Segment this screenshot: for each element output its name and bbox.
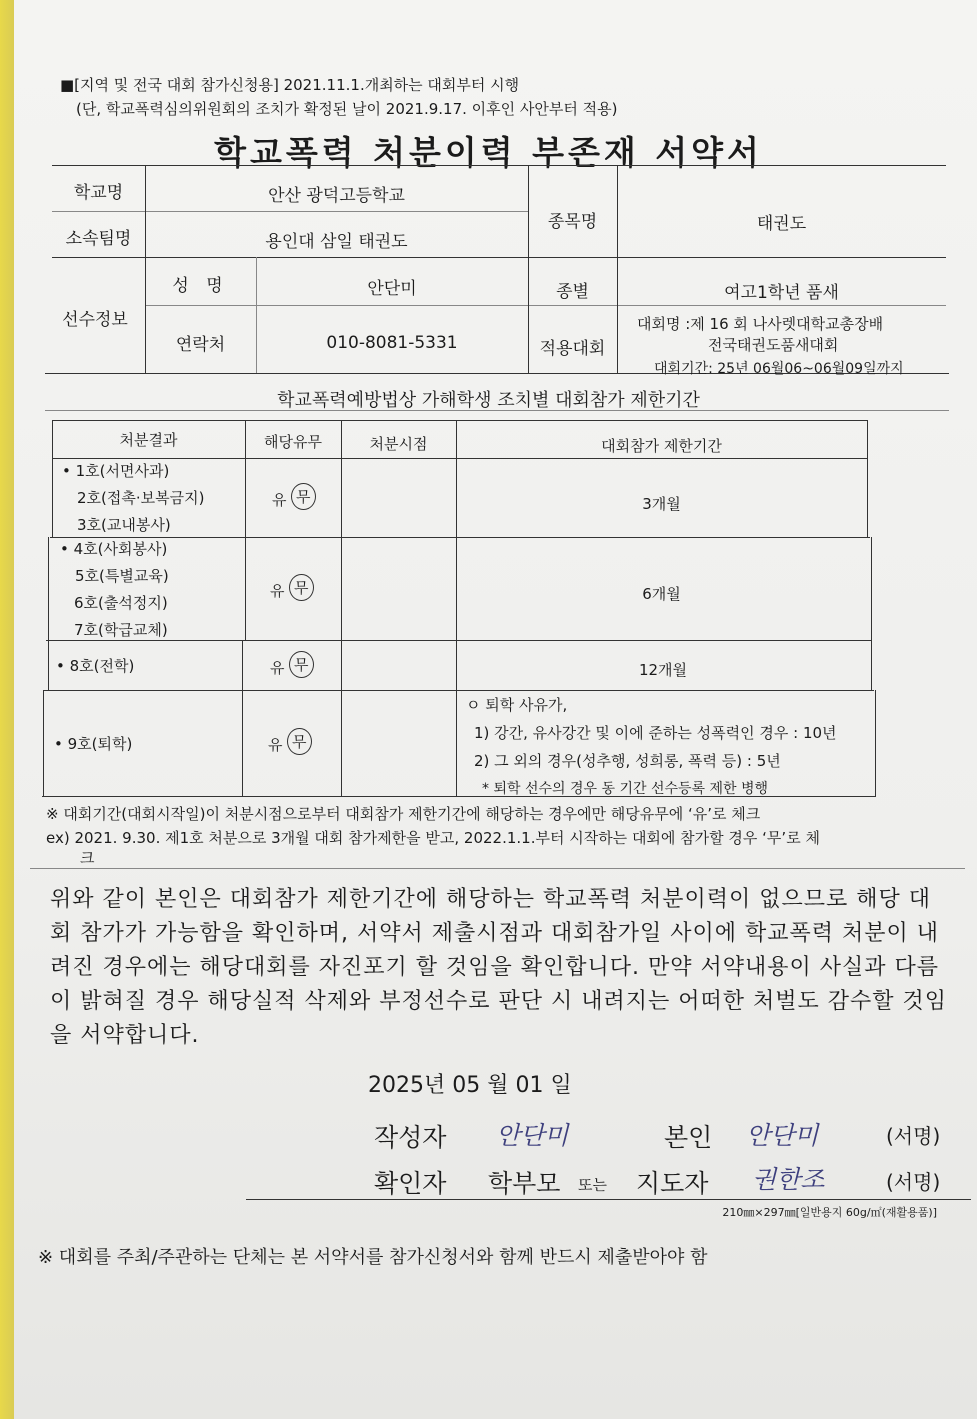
no-option-circled: 무 [287, 728, 312, 755]
restriction-period: 12개월 [638, 661, 688, 679]
paper-spec: 210㎜×297㎜[일반용지 60g/㎡(재활용품)] [722, 1206, 937, 1219]
table-row-item: • 8호(전학) [56, 657, 135, 675]
self-handwritten-name: 안단미 [746, 1121, 819, 1150]
school-value: 안산 광덕고등학교 [268, 186, 405, 206]
no-option-circled: 무 [289, 574, 314, 601]
yes-option: 유 [270, 659, 285, 677]
writer-label: 작성자 [374, 1123, 447, 1152]
table-row-item: 2호(접촉·보복금지) [77, 489, 205, 507]
competition-name-line2: 전국태권도품새대회 [708, 336, 839, 354]
team-value: 용인대 삼일 태권도 [265, 232, 408, 252]
applied-competition-label: 적용대회 [539, 339, 606, 359]
table-row-item: • 1호(서면사과) [62, 462, 170, 480]
yes-option: 유 [272, 491, 287, 509]
footnote-2: ex) 2021. 9.30. 제1호 처분으로 3개월 대회 참가제한을 받고, 2022.1.1.부터 시작하는 대회에 참가할 경우 ‘무’로 체 [46, 829, 820, 847]
table-row-item: • 9호(퇴학) [54, 735, 133, 753]
col-header-time: 처분시점 [369, 435, 428, 453]
confirmer-label: 확인자 [374, 1169, 447, 1198]
expulsion-line: 2) 그 외의 경우(성추행, 성희롱, 폭력 등) : 5년 [474, 752, 781, 770]
pledge-paragraph: 위와 같이 본인은 대회참가 제한기간에 해당하는 학교폭력 처분이력이 없으므로 해당 대회 참가가 가능함을 확인하며, 서약서 제출시점과 대회참가일 사이에 학교폭력 처분이 내려진 경우에는 해당대회를 자진포기 할 것임을 확인합니다. 만약 서약내용이 사실과 다름이 밝혀질 경우 해당실적 삭제와 부정선수로 판단 시 내려지는 어떠한 처벌도 감수할 것임을 서약합니다. [50, 887, 947, 1048]
category-value: 여고1학년 품새 [724, 283, 839, 303]
table-row-item: 3호(교내봉사) [77, 516, 171, 534]
coach-label: 지도자 [636, 1169, 709, 1198]
header-note-1: ■[지역 및 전국 대회 참가신청용] 2021.11.1.개최하는 대회부터 시행 [60, 76, 520, 94]
col-header-applicable: 해당유무 [264, 433, 322, 451]
table-row-item: 6호(출석정지) [74, 594, 168, 612]
team-label: 소속팀명 [65, 229, 132, 249]
no-option-circled: 무 [291, 483, 316, 510]
no-option-circled: 무 [289, 651, 314, 678]
writer-handwritten-name: 안단미 [496, 1121, 569, 1150]
signature-divider [246, 1199, 971, 1200]
self-label: 본인 [664, 1123, 713, 1152]
footnote-1: ※ 대회기간(대회시작일)이 처분시점으로부터 대회참가 제한기간에 해당하는 경우에만 해당유무에 ‘유’로 체크 [46, 805, 761, 823]
event-label: 종목명 [547, 212, 598, 232]
table-row-item: 5호(특별교육) [75, 567, 169, 585]
header-note-2: (단, 학교폭력심의위원회의 조치가 확정된 날이 2021.9.17. 이후인 사안부터 적용) [76, 100, 618, 118]
restriction-subtitle: 학교폭력예방법상 가해학생 조치별 대회참가 제한기간 [277, 390, 700, 411]
coach-handwritten-name: 권한조 [752, 1165, 825, 1194]
name-label: 성 명 [172, 276, 229, 296]
yes-option: 유 [268, 736, 283, 754]
col-header-period: 대회참가 제한기간 [601, 437, 722, 455]
yes-option: 유 [270, 582, 285, 600]
contact-label: 연락처 [175, 335, 226, 355]
school-label: 학교명 [73, 183, 124, 203]
bottom-note: ※ 대회를 주최/주관하는 단체는 본 서약서를 참가신청서와 함께 반드시 제출받아야 함 [38, 1247, 708, 1268]
parent-label: 학부모 [488, 1169, 561, 1198]
restriction-period: 3개월 [642, 495, 681, 513]
restriction-period: 6개월 [642, 585, 681, 603]
competition-name-line1: 대회명 :제 16 회 나사렛대학교총장배 [637, 315, 884, 333]
pledge-date: 2025년 05 월 01 일 [368, 1073, 572, 1098]
yellow-folder-edge [0, 0, 14, 1419]
event-value: 태권도 [756, 214, 807, 234]
sign-label: (서명) [886, 1124, 941, 1148]
col-header-result: 처분결과 [119, 431, 178, 449]
category-label: 종별 [556, 282, 589, 302]
expulsion-line: * 퇴학 선수의 경우 동 기간 선수등록 제한 병행 [482, 781, 769, 797]
or-label: 또는 [578, 1176, 607, 1194]
table-row-item: • 4호(사회봉사) [60, 540, 168, 558]
footnote-2-cont: 크 [80, 849, 95, 867]
athlete-info-label: 선수정보 [62, 310, 128, 330]
expulsion-line: 1) 강간, 유사강간 및 이에 준하는 성폭력인 경우 : 10년 [474, 724, 837, 742]
name-value: 안단미 [367, 279, 417, 299]
contact-value: 010-8081-5331 [326, 333, 458, 353]
divider [30, 868, 965, 869]
competition-period: 대회기간: 25년 06월06~06월09일까지 [654, 361, 904, 377]
document-title: 학교폭력 처분이력 부존재 서약서 [214, 133, 763, 172]
table-row-item: 7호(학급교체) [74, 621, 168, 639]
sign-label-2: (서명) [886, 1170, 941, 1194]
expulsion-line: ㅇ 퇴학 사유가, [466, 696, 568, 714]
